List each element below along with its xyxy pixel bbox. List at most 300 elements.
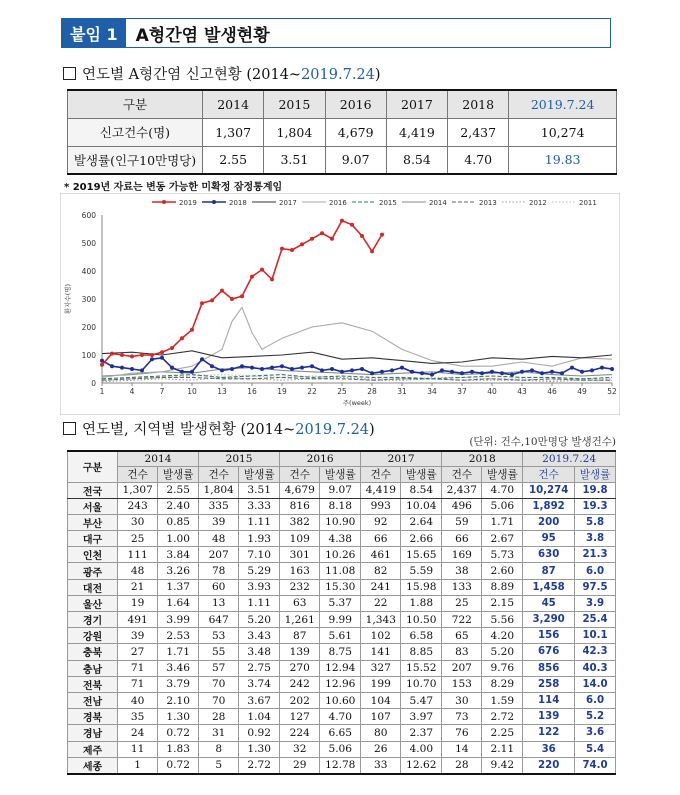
table-cell: 2.75 — [239, 660, 280, 676]
table-cell: 0.85 — [158, 514, 199, 530]
table-cell: 40 — [118, 692, 158, 708]
table-row — [68, 741, 616, 757]
table-cell: 83 — [442, 644, 482, 660]
table-cell: 3.84 — [158, 547, 199, 563]
region-label: 경북 — [68, 709, 118, 725]
table-cell: 1.88 — [401, 595, 442, 611]
table-row — [68, 709, 616, 725]
table-cell: 63 — [280, 595, 320, 611]
table-cell: 102 — [361, 628, 401, 644]
table-cell: 4.00 — [401, 741, 442, 757]
x-tick-label: 22 — [307, 387, 317, 396]
table-cell: 2.53 — [158, 628, 199, 644]
table-cell: 33 — [361, 757, 401, 774]
region-label: 대구 — [68, 531, 118, 547]
table-cell: 8.75 — [320, 644, 361, 660]
table-cell: 1,261 — [280, 612, 320, 628]
table-cell: 76 — [442, 725, 482, 741]
table-cell: 71 — [118, 676, 158, 692]
table-cell: 207 — [199, 547, 239, 563]
data-point-2018 — [450, 370, 454, 374]
data-point-2018 — [130, 367, 134, 371]
x-tick-label: 19 — [277, 387, 287, 396]
x-tick-label: 43 — [517, 387, 527, 396]
table-cell: 10.1 — [575, 628, 616, 644]
table-cell: 74.0 — [575, 757, 616, 774]
data-point-2018 — [140, 368, 144, 372]
table-cell: 139 — [280, 644, 320, 660]
table-cell: 993 — [361, 498, 401, 514]
data-point-2019 — [320, 231, 324, 235]
x-tick-label: 25 — [337, 387, 347, 396]
table-cell: 647 — [199, 612, 239, 628]
header-banner — [61, 18, 611, 48]
summary-cell: 4,419 — [386, 118, 447, 146]
summary-row-label: 발생률(인구10만명당) — [68, 146, 203, 174]
table-row — [68, 757, 616, 774]
table-cell: 5 — [199, 757, 239, 774]
data-point-2018 — [360, 367, 364, 371]
table-cell: 242 — [280, 676, 320, 692]
data-point-2018 — [590, 368, 594, 372]
data-point-2018 — [350, 368, 354, 372]
table-cell: 14.0 — [575, 676, 616, 692]
table-cell: 66 — [361, 531, 401, 547]
data-point-2019 — [160, 350, 164, 354]
appendix-tag: 붙임 1 — [62, 19, 126, 47]
table-row — [68, 725, 616, 741]
table-cell: 1.93 — [239, 531, 280, 547]
table-cell: 21.3 — [575, 547, 616, 563]
data-point-2019 — [300, 242, 304, 246]
summary-header-row — [68, 90, 617, 118]
summary-row — [68, 146, 617, 174]
table-cell: 111 — [118, 547, 158, 563]
table-cell: 25 — [118, 531, 158, 547]
table-cell: 10,274 — [523, 482, 575, 498]
table-cell: 8.18 — [320, 498, 361, 514]
data-point-2018 — [550, 370, 554, 374]
data-point-2018 — [500, 371, 504, 375]
year-header: 2016 — [280, 451, 361, 466]
data-point-2018 — [320, 368, 324, 372]
x-tick-label: 49 — [577, 387, 587, 396]
summary-cell: 2.55 — [203, 146, 264, 174]
summary-row-label: 신고건수(명) — [68, 118, 203, 146]
table-cell: 241 — [361, 579, 401, 595]
table-cell: 3.97 — [401, 709, 442, 725]
data-point-2018 — [540, 371, 544, 375]
table-cell: 19.3 — [575, 498, 616, 514]
region-label: 전북 — [68, 676, 118, 692]
table-cell: 82 — [361, 563, 401, 579]
data-point-2018 — [100, 359, 104, 363]
table-cell: 19 — [118, 595, 158, 611]
table-cell: 87 — [280, 628, 320, 644]
table-cell: 1.30 — [239, 741, 280, 757]
table-cell: 207 — [442, 660, 482, 676]
table-cell: 6.58 — [401, 628, 442, 644]
subheader-cell: 건수 — [199, 466, 239, 482]
data-point-2018 — [280, 364, 284, 368]
table-cell: 4,679 — [280, 482, 320, 498]
table-cell: 4.20 — [482, 628, 523, 644]
data-point-2019 — [230, 297, 234, 301]
data-point-2018 — [200, 357, 204, 361]
table-cell: 8.54 — [401, 482, 442, 498]
y-tick-label: 500 — [81, 239, 96, 248]
table-cell: 10.90 — [320, 514, 361, 530]
table-cell: 1.71 — [158, 644, 199, 660]
table-cell: 2.25 — [482, 725, 523, 741]
y-tick-label: 200 — [81, 323, 96, 332]
year-header: 2014 — [118, 451, 199, 466]
x-tick-label: 28 — [367, 387, 377, 396]
table-cell: 104 — [361, 692, 401, 708]
table-cell: 9.42 — [482, 757, 523, 774]
table-cell: 3,290 — [523, 612, 575, 628]
table-cell: 10.26 — [320, 547, 361, 563]
table-cell: 1,892 — [523, 498, 575, 514]
table-cell: 9.76 — [482, 660, 523, 676]
table-cell: 1,307 — [118, 482, 158, 498]
data-point-2019 — [260, 268, 264, 272]
table-cell: 65 — [442, 628, 482, 644]
table-cell: 2.72 — [482, 709, 523, 725]
x-tick-label: 10 — [187, 387, 197, 396]
table-cell: 3.33 — [239, 498, 280, 514]
table-cell: 55 — [199, 644, 239, 660]
table-cell: 1.11 — [239, 595, 280, 611]
table-cell: 70 — [199, 676, 239, 692]
table-cell: 5.56 — [482, 612, 523, 628]
table-row — [68, 644, 616, 660]
y-tick-label: 100 — [81, 351, 96, 360]
data-point-2019 — [340, 219, 344, 223]
table-cell: 816 — [280, 498, 320, 514]
table-cell: 3.93 — [239, 579, 280, 595]
table-row — [68, 547, 616, 563]
table-cell: 9.07 — [320, 482, 361, 498]
table-cell: 3.8 — [575, 531, 616, 547]
table-row — [68, 531, 616, 547]
data-point-2018 — [440, 368, 444, 372]
table-cell: 163 — [280, 563, 320, 579]
region-label: 광주 — [68, 563, 118, 579]
table-cell: 3.43 — [239, 628, 280, 644]
table-cell: 5.20 — [239, 612, 280, 628]
legend-label-2019: 2019 — [179, 199, 197, 207]
table-cell: 0.72 — [158, 757, 199, 774]
table-cell: 133 — [442, 579, 482, 595]
table-cell: 1.71 — [482, 514, 523, 530]
summary-header-cell: 2016 — [325, 90, 386, 118]
x-tick-label: 16 — [247, 387, 257, 396]
table-cell: 5.37 — [320, 595, 361, 611]
table-cell: 6.0 — [575, 563, 616, 579]
table-cell: 1.59 — [482, 692, 523, 708]
table-cell: 8 — [199, 741, 239, 757]
table-cell: 1.83 — [158, 741, 199, 757]
data-point-2019 — [290, 248, 294, 252]
table-cell: 3.99 — [158, 612, 199, 628]
table-cell: 270 — [280, 660, 320, 676]
data-point-2018 — [170, 366, 174, 370]
region-header: 구분 — [68, 451, 118, 482]
table-cell: 1.04 — [239, 709, 280, 725]
table-cell: 9.99 — [320, 612, 361, 628]
table-cell: 202 — [280, 692, 320, 708]
table-cell: 2.60 — [482, 563, 523, 579]
table-cell: 30 — [118, 514, 158, 530]
table-cell: 630 — [523, 547, 575, 563]
table-cell: 722 — [442, 612, 482, 628]
table-cell: 22 — [361, 595, 401, 611]
summary-header-cell: 2015 — [264, 90, 325, 118]
table-cell: 224 — [280, 725, 320, 741]
table-cell: 2.64 — [401, 514, 442, 530]
data-point-2018 — [120, 366, 124, 370]
table-cell: 32 — [280, 741, 320, 757]
y-axis-title: 환자수(명) — [64, 283, 72, 315]
table-cell: 232 — [280, 579, 320, 595]
table-cell: 3.79 — [158, 676, 199, 692]
table-cell: 13 — [199, 595, 239, 611]
table-cell: 200 — [523, 514, 575, 530]
table-cell: 3.51 — [239, 482, 280, 498]
table-cell: 11.08 — [320, 563, 361, 579]
table-cell: 199 — [361, 676, 401, 692]
table-cell: 5.20 — [482, 644, 523, 660]
table-cell: 12.94 — [320, 660, 361, 676]
table-row — [68, 579, 616, 595]
table-cell: 0.92 — [239, 725, 280, 741]
data-point-2018 — [250, 366, 254, 370]
table-row — [68, 628, 616, 644]
table-cell: 10.50 — [401, 612, 442, 628]
region-label: 경남 — [68, 725, 118, 741]
table-cell: 5.06 — [320, 741, 361, 757]
year-header: 2018 — [442, 451, 523, 466]
table-cell: 95 — [523, 531, 575, 547]
region-label: 경기 — [68, 612, 118, 628]
table-cell: 2.37 — [401, 725, 442, 741]
table-cell: 28 — [199, 709, 239, 725]
data-point-2018 — [460, 371, 464, 375]
data-point-2018 — [580, 370, 584, 374]
year-header: 2019.7.24 — [523, 451, 616, 466]
table-cell: 5.4 — [575, 741, 616, 757]
region-label: 강원 — [68, 628, 118, 644]
table-cell: 10.70 — [401, 676, 442, 692]
y-tick-label: 300 — [81, 295, 96, 304]
data-point-2018 — [600, 366, 604, 370]
data-point-2018 — [380, 370, 384, 374]
table-row — [68, 595, 616, 611]
table-cell: 24 — [118, 725, 158, 741]
data-point-2018 — [610, 367, 614, 371]
table-cell: 461 — [361, 547, 401, 563]
table-cell: 107 — [361, 709, 401, 725]
data-point-2018 — [220, 368, 224, 372]
table-cell: 92 — [361, 514, 401, 530]
data-point-2018 — [310, 364, 314, 368]
data-point-2019 — [140, 353, 144, 357]
data-point-2018 — [560, 371, 564, 375]
subheader-cell: 건수 — [361, 466, 401, 482]
data-point-2019 — [200, 301, 204, 305]
table-cell: 496 — [442, 498, 482, 514]
table-cell: 53 — [199, 628, 239, 644]
table-cell: 11 — [118, 741, 158, 757]
data-point-2018 — [390, 368, 394, 372]
regional-incidence-table — [67, 450, 616, 775]
y-tick-label: 600 — [81, 211, 96, 220]
checkbox-square-icon — [63, 422, 76, 435]
legend-label-2017: 2017 — [279, 199, 297, 207]
summary-cell: 9.07 — [325, 146, 386, 174]
region-label: 충남 — [68, 660, 118, 676]
subheader-cell: 건수 — [523, 466, 575, 482]
table-cell: 1.11 — [239, 514, 280, 530]
y-tick-label: 400 — [81, 267, 96, 276]
subheader-cell: 건수 — [280, 466, 320, 482]
table-row — [68, 612, 616, 628]
table-cell: 1.30 — [158, 709, 199, 725]
table-cell: 36 — [523, 741, 575, 757]
summary-cell: 8.54 — [386, 146, 447, 174]
table-cell: 1.64 — [158, 595, 199, 611]
table-cell: 6.0 — [575, 692, 616, 708]
x-axis-title: 주(week) — [342, 399, 372, 407]
table-cell: 5.29 — [239, 563, 280, 579]
checkbox-square-icon — [63, 67, 76, 80]
table-cell: 676 — [523, 644, 575, 660]
data-point-2018 — [190, 370, 194, 374]
table-cell: 1.00 — [158, 531, 199, 547]
section-title-annual: 연도별 A형간염 신고현황 (2014~2019.7.24) — [63, 63, 381, 84]
data-point-2019 — [210, 298, 214, 302]
summary-header-cell: 2014 — [203, 90, 264, 118]
table-cell: 109 — [280, 531, 320, 547]
table-cell: 27 — [118, 644, 158, 660]
year-header: 2015 — [199, 451, 280, 466]
table-cell: 45 — [523, 595, 575, 611]
region-label: 전남 — [68, 692, 118, 708]
table-cell: 59 — [442, 514, 482, 530]
table-cell: 169 — [442, 547, 482, 563]
summary-cell: 10,274 — [509, 118, 617, 146]
data-point-2018 — [270, 366, 274, 370]
data-point-2018 — [420, 371, 424, 375]
table-cell: 31 — [199, 725, 239, 741]
summary-cell: 4,679 — [325, 118, 386, 146]
table-cell: 243 — [118, 498, 158, 514]
region-label: 울산 — [68, 595, 118, 611]
table-cell: 327 — [361, 660, 401, 676]
legend-label-2014: 2014 — [429, 199, 447, 207]
year-header: 2017 — [361, 451, 442, 466]
table-cell: 5.59 — [401, 563, 442, 579]
legend-label-2011: 2011 — [579, 199, 597, 207]
subheader-cell: 발생률 — [575, 466, 616, 482]
data-point-2018 — [110, 364, 114, 368]
table-row — [68, 563, 616, 579]
data-point-2018 — [210, 364, 214, 368]
table-cell: 2.67 — [482, 531, 523, 547]
table-cell: 12.78 — [320, 757, 361, 774]
table-cell: 2.11 — [482, 741, 523, 757]
table-cell: 1.37 — [158, 579, 199, 595]
annual-summary-table — [67, 89, 617, 175]
table-cell: 25.4 — [575, 612, 616, 628]
summary-cell: 19.83 — [509, 146, 617, 174]
table-cell: 15.98 — [401, 579, 442, 595]
table-cell: 1,343 — [361, 612, 401, 628]
data-point-2019 — [150, 353, 154, 357]
table-cell: 15.65 — [401, 547, 442, 563]
data-point-2018 — [510, 373, 514, 377]
table-cell: 19.8 — [575, 482, 616, 498]
summary-header-cell: 2018 — [448, 90, 509, 118]
summary-cell: 1,307 — [203, 118, 264, 146]
table-cell: 8.89 — [482, 579, 523, 595]
table-row — [68, 514, 616, 530]
summary-cell: 3.51 — [264, 146, 325, 174]
table-cell: 5.2 — [575, 709, 616, 725]
table-cell: 39 — [118, 628, 158, 644]
table-cell: 87 — [523, 563, 575, 579]
x-tick-label: 4 — [129, 387, 135, 396]
summary-header-cell: 구분 — [68, 90, 203, 118]
data-point-2019 — [270, 277, 274, 281]
data-point-2018 — [150, 357, 154, 361]
data-point-2018 — [260, 367, 264, 371]
table-cell: 97.5 — [575, 579, 616, 595]
table-cell: 3.67 — [239, 692, 280, 708]
y-tick-label: 0 — [91, 379, 96, 388]
data-point-2019 — [370, 249, 374, 253]
table-cell: 1 — [118, 757, 158, 774]
table-cell: 3.48 — [239, 644, 280, 660]
data-point-2018 — [340, 370, 344, 374]
table-cell: 35 — [118, 709, 158, 725]
table-cell: 301 — [280, 547, 320, 563]
table-cell: 114 — [523, 692, 575, 708]
data-point-2019 — [360, 234, 364, 238]
subheader-cell: 발생률 — [482, 466, 523, 482]
data-point-2019 — [190, 328, 194, 332]
table-cell: 1,804 — [199, 482, 239, 498]
table-cell: 30 — [442, 692, 482, 708]
data-point-2019 — [220, 289, 224, 293]
data-point-2018 — [370, 371, 374, 375]
table-cell: 60 — [199, 579, 239, 595]
table-cell: 78 — [199, 563, 239, 579]
data-point-2019 — [240, 294, 244, 298]
table-cell: 156 — [523, 628, 575, 644]
region-label: 대전 — [68, 579, 118, 595]
data-point-2018 — [300, 366, 304, 370]
table-cell: 153 — [442, 676, 482, 692]
table-cell: 382 — [280, 514, 320, 530]
table-cell: 10.60 — [320, 692, 361, 708]
data-point-2019 — [280, 247, 284, 251]
table-cell: 5.06 — [482, 498, 523, 514]
table-cell: 122 — [523, 725, 575, 741]
table-cell: 12.96 — [320, 676, 361, 692]
x-tick-label: 37 — [457, 387, 467, 396]
